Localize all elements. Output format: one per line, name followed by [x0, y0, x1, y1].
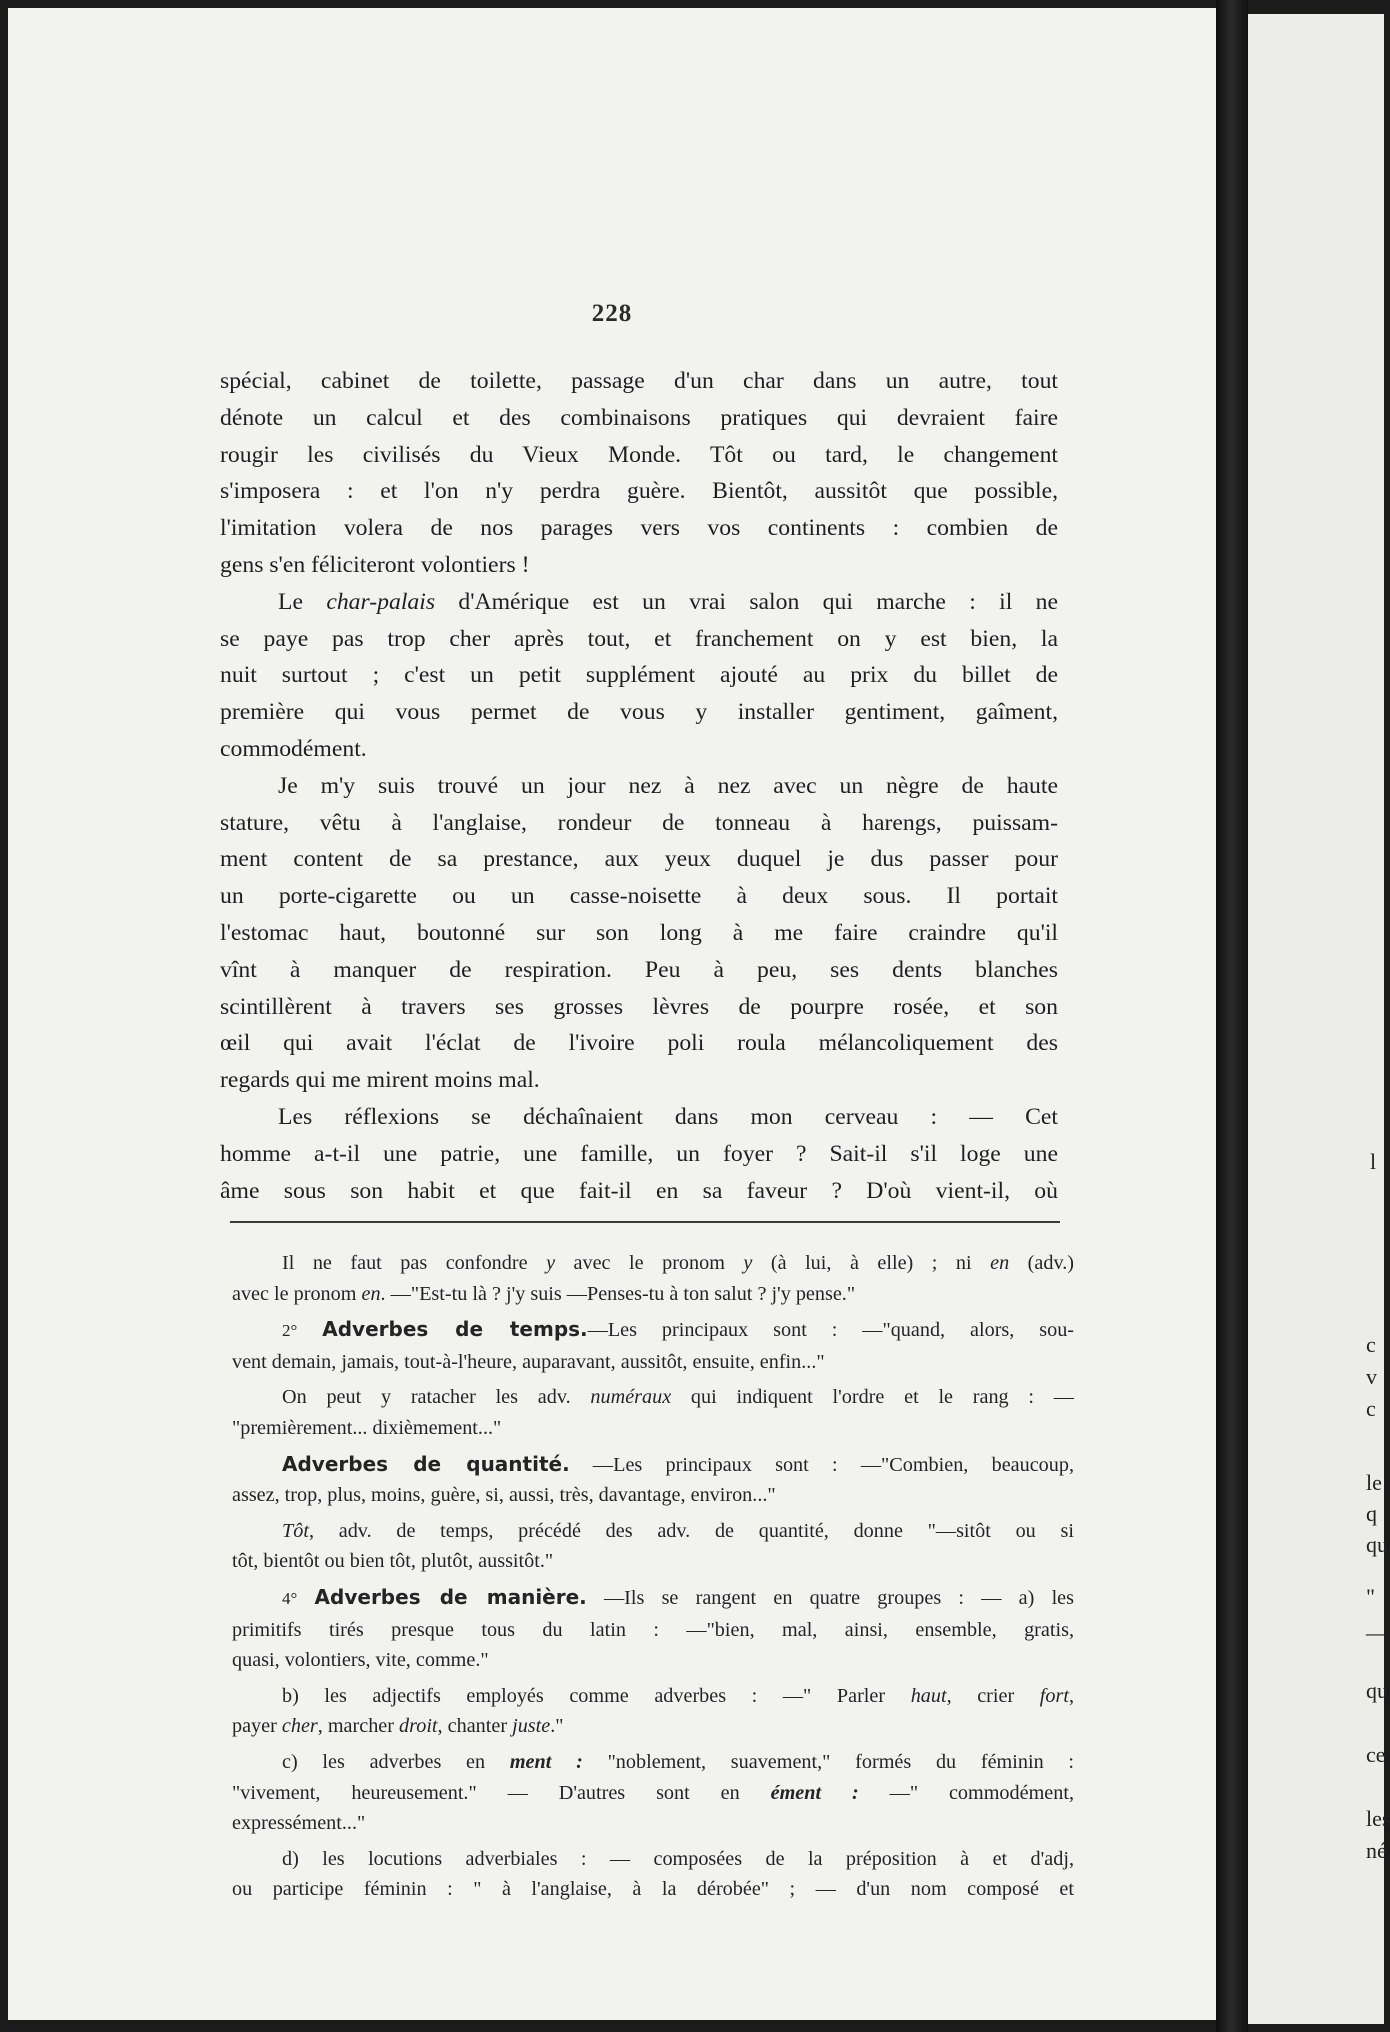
text-run: ,: [1068, 1684, 1074, 1707]
text-line: se paye pas trop cher après tout, et franchement on y est bien, la: [220, 625, 1058, 652]
text-line: stature, vêtu à l'anglaise, rondeur de tonneau à harengs, puissam-: [220, 809, 1058, 836]
fragment: ": [1366, 1584, 1375, 1609]
italic-term: en: [361, 1282, 381, 1305]
adjacent-page-edge: [1248, 14, 1390, 2024]
text-line: s'imposera : et l'on n'y perdra guère. Bientôt, aussitôt que possible,: [220, 478, 1058, 505]
note-line: [232, 1711, 1074, 1742]
text-line: Je m'y suis trouvé un jour nez à nez avec un nègre de haute: [278, 772, 1058, 799]
text-line: ment content de sa prestance, aux yeux duquel je dus passer pour: [220, 846, 1058, 873]
text-run: —Les principaux sont : —"quand, alors, sou-: [587, 1319, 1075, 1342]
note-line: quasi, volontiers, vite, comme.": [232, 1649, 489, 1672]
italic-term: juste: [512, 1715, 551, 1738]
note-4: [232, 1449, 1074, 1511]
note-8: [232, 1747, 1074, 1839]
text-line: vînt à manquer de respiration. Peu à peu, ses dents blanches: [220, 956, 1058, 983]
text-run: payer: [232, 1715, 282, 1738]
note-line: primitifs tirés presque tous du latin : —"bien, mal, ainsi, ensemble, gratis,: [232, 1618, 1074, 1641]
text-line: Les réflexions se déchaînaient dans mon cerveau : — Cet: [278, 1103, 1058, 1130]
text-line: rougir les civilisés du Vieux Monde. Tôt ou tard, le changement: [220, 441, 1058, 468]
text-run: Le: [278, 588, 327, 615]
text-run: (à lui, à elle) ; ni: [752, 1252, 991, 1274]
text-line: homme a-t-il une patrie, une famille, un foyer ? Sait-il s'il loge une: [220, 1140, 1058, 1167]
note-line: [232, 1314, 1074, 1347]
text-run: "noblement, suavement," formés du féminin :: [582, 1750, 1075, 1773]
text-line: dénote un calcul et des combinaisons pratiques qui devraient faire: [220, 404, 1058, 431]
text-run: , marcher: [317, 1715, 400, 1738]
text-run: avec le pronom: [232, 1282, 362, 1305]
note-1: [232, 1248, 1074, 1309]
italic-term: Tôt: [282, 1519, 309, 1542]
fragment: le: [1366, 1470, 1382, 1495]
italic-term: fort: [1039, 1684, 1069, 1707]
text-line: gens s'en féliciteront volontiers !: [220, 551, 530, 578]
text-run: c) les adverbes en: [282, 1750, 510, 1773]
note-line: [232, 1382, 1074, 1413]
paragraph-1: [220, 363, 1058, 584]
fragment: qu: [1366, 1678, 1388, 1703]
italic-term: cher: [281, 1715, 318, 1738]
text-line: [220, 584, 1058, 621]
text-run: On peut y ratacher les adv.: [282, 1386, 591, 1409]
note-2: [232, 1314, 1074, 1377]
note-line: [232, 1248, 1074, 1279]
note-5: [232, 1516, 1074, 1577]
page-number: 228: [591, 300, 633, 327]
fragment: l: [1370, 1149, 1377, 1174]
italic-term: haut: [910, 1684, 947, 1707]
text-line: l'estomac haut, boutonné sur son long à me faire craindre qu'il: [220, 919, 1058, 946]
italic-term: droit: [399, 1715, 438, 1738]
text-line: regards qui me mirent moins mal.: [220, 1067, 540, 1094]
paragraph-4: [220, 1099, 1058, 1209]
text-line: première qui vous permet de vous y installer gentiment, gaîment,: [220, 699, 1058, 726]
text-run: d'Amérique est un vrai salon qui marche : il ne: [435, 588, 1058, 615]
italic-term: y: [546, 1252, 556, 1274]
note-9: [232, 1844, 1074, 1905]
section-number: 4°: [282, 1588, 298, 1608]
footnote-rule: [230, 1221, 1060, 1223]
note-6: [232, 1582, 1074, 1676]
book-page: [8, 8, 1216, 2020]
section-heading: Adverbes de manière.: [314, 1584, 587, 1609]
fragment: né: [1366, 1838, 1387, 1863]
text-run: "vivement, heureusement." — D'autres sont en: [232, 1781, 771, 1804]
italic-term: en: [990, 1252, 1010, 1274]
note-line: ou participe féminin : " à l'anglaise, à la dérobée" ; — d'un nom composé et: [232, 1878, 1074, 1901]
text-line: commodément.: [220, 735, 367, 762]
note-line: "premièrement... dixièmement...": [232, 1416, 502, 1439]
text-line: œil qui avait l'éclat de l'ivoire poli roula mélancoliquement des: [220, 1030, 1058, 1057]
fragment: c: [1366, 1396, 1376, 1421]
fragment: qu: [1366, 1532, 1388, 1557]
note-7: [232, 1681, 1074, 1742]
text-line: âme sous son habit et que fait-il en sa faveur ? D'où vient-il, où: [220, 1177, 1058, 1204]
note-line: [232, 1279, 1074, 1310]
fragment: v: [1366, 1364, 1377, 1389]
italic-term: ment :: [509, 1750, 583, 1773]
text-line: l'imitation volera de nos parages vers vos continents : combien de: [220, 515, 1058, 542]
section-heading: Adverbes de quantité.: [282, 1451, 570, 1476]
section-heading: Adverbes de temps.: [322, 1317, 588, 1342]
text-run: , chanter: [437, 1715, 513, 1738]
book-gutter: [1216, 0, 1248, 2032]
note-line: tôt, bientôt ou bien tôt, plutôt, aussitôt.": [232, 1550, 554, 1573]
fragment: c: [1366, 1332, 1376, 1357]
text-line: nuit surtout ; c'est un petit supplément ajouté au prix du billet de: [220, 662, 1058, 689]
text-run: b) les adjectifs employés comme adverbes : —" Parler: [282, 1684, 911, 1707]
fragment: les: [1366, 1806, 1390, 1831]
note-line: [232, 1516, 1074, 1547]
text-line: un porte-cigarette ou un casse-noisette à deux sous. Il portait: [220, 883, 1058, 910]
main-text: [220, 363, 1058, 1209]
section-number: 2°: [282, 1321, 298, 1341]
text-run: —Les principaux sont : —"Combien, beaucoup,: [569, 1453, 1074, 1476]
text-run: (adv.): [1009, 1252, 1075, 1274]
note-line: vent demain, jamais, tout-à-l'heure, auparavant, aussitôt, ensuite, enfin...": [232, 1350, 825, 1373]
note-line: expressément...": [232, 1812, 366, 1835]
text-run: —" commodément,: [858, 1781, 1074, 1804]
note-3: [232, 1382, 1074, 1443]
italic-term: y: [743, 1252, 753, 1274]
text-line: scintillèrent à travers ses grosses lèvres de pourpre rosée, et son: [220, 993, 1058, 1020]
note-line: [232, 1582, 1074, 1615]
text-run: , adv. de temps, précédé des adv. de quantité, donne "—sitôt ou si: [308, 1519, 1074, 1542]
paragraph-3: [220, 768, 1058, 1099]
note-line: [232, 1681, 1074, 1712]
paragraph-2: [220, 584, 1058, 768]
italic-term: ément :: [770, 1781, 859, 1804]
fragment: q: [1366, 1501, 1377, 1526]
text-run: , crier: [946, 1684, 1040, 1707]
note-line: d) les locutions adverbiales : — composées de la préposition à et d'adj,: [282, 1847, 1074, 1870]
note-line: assez, trop, plus, moins, guère, si, aussi, très, davantage, environ...": [232, 1484, 776, 1507]
note-line: [232, 1747, 1074, 1778]
note-line: [232, 1778, 1074, 1809]
footnotes: [232, 1248, 1074, 1905]
text-run: Il ne faut pas confondre: [282, 1252, 547, 1274]
text-run: avec le pronom: [555, 1252, 744, 1274]
note-line: [232, 1449, 1074, 1481]
text-run: —Ils se rangent en quatre groupes : — a) les: [586, 1586, 1075, 1609]
italic-term: char-palais: [326, 588, 436, 615]
text-line: spécial, cabinet de toilette, passage d'un char dans un autre, tout: [220, 368, 1058, 394]
text-run: .": [550, 1715, 564, 1738]
fragment: ce: [1366, 1742, 1386, 1767]
italic-term: numéraux: [590, 1386, 672, 1409]
text-run: . —"Est-tu là ? j'y suis —Penses-tu à ton salut ? j'y pense.": [380, 1282, 856, 1305]
fragment: —: [1366, 1620, 1388, 1645]
text-run: qui indiquent l'ordre et le rang : —: [671, 1386, 1074, 1409]
